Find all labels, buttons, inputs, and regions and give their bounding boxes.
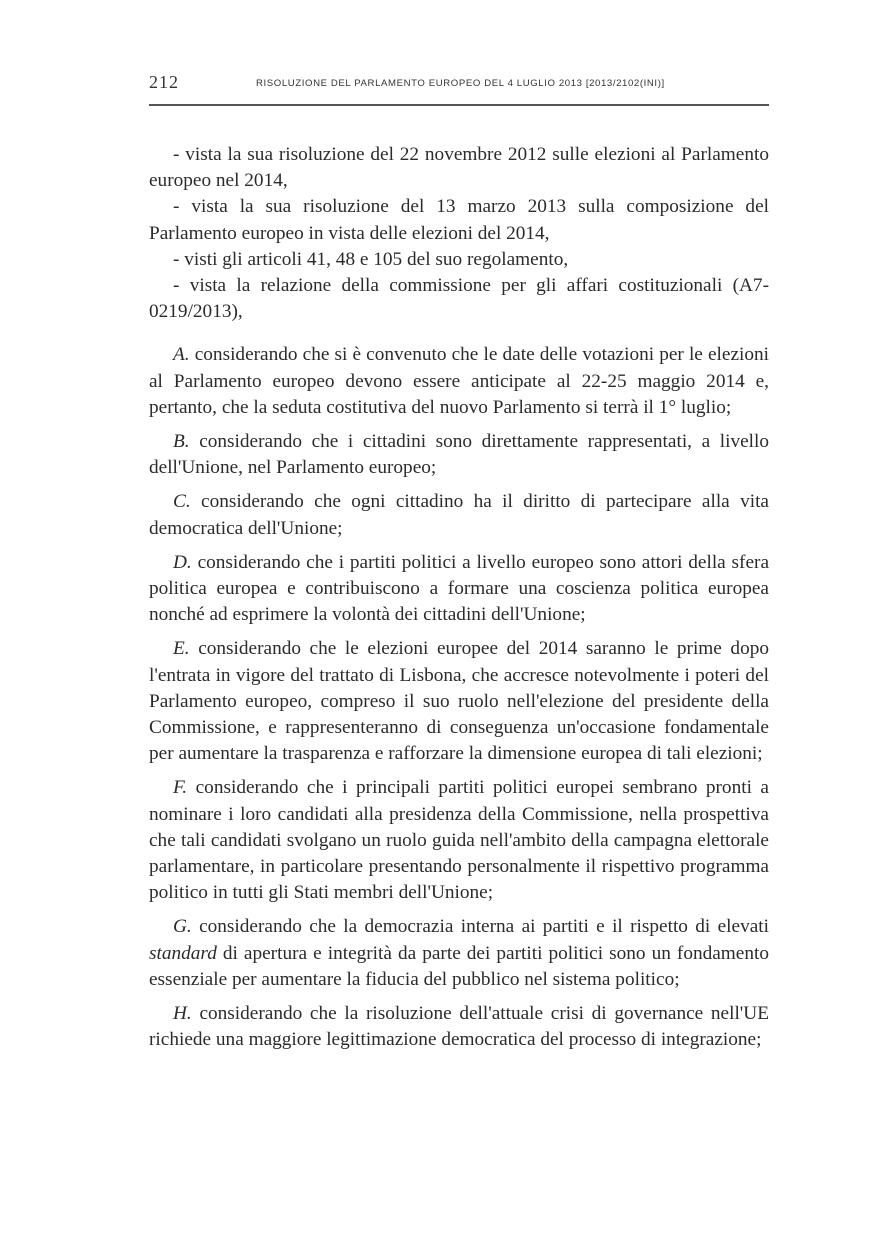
recital-e — [149, 636, 769, 767]
recital-b — [149, 429, 769, 481]
recital-text: considerando che i principali partiti politici europei sembrano pronti a nominare i loro candidati alla presidenza della Commissione, nella prospettiva che tali candidati svolgano un ruolo guida nell'ambito della campagna elettorale parlamentare, in particolare presentando personalmente il rispettivo programma politico in tutti gli Stati membri dell'Unione; — [149, 777, 769, 904]
section-gap — [149, 325, 769, 342]
recital-a — [149, 342, 769, 421]
recital-text: considerando che la risoluzione dell'attuale crisi di governance nell'UE richiede una maggiore legittimazione democratica del processo di integrazione; — [149, 1003, 769, 1051]
recital-text: considerando che le elezioni europee del 2014 saranno le prime dopo l'entrata in vigore del trattato di Lisbona, che accresce notevolmente i poteri del Parlamento europeo, compreso il suo ruolo nell'elezione del presidente della Commissione, e rappresenteranno di conseguenza un'occasione fondamentale per aumentare la trasparenza e rafforzare la dimensione europea di tali elezioni; — [149, 638, 769, 765]
recital-text: considerando che si è convenuto che le date delle votazioni per le elezioni al Parlamento europeo devono essere anticipate al 22-25 maggio 2014 e, pertanto, che la seduta costitutiva del nuovo Parlamento si terrà il 1° luglio; — [149, 344, 769, 418]
recital-f — [149, 775, 769, 906]
recital-letter: C. — [173, 491, 191, 513]
recital-c — [149, 489, 769, 541]
recital-italic-term: standard — [149, 942, 217, 964]
citation: - visti gli articoli 41, 48 e 105 del suo regolamento, — [173, 248, 569, 270]
recital-letter: H. — [173, 1003, 192, 1025]
recital-text: considerando che la democrazia interna ai partiti e il rispetto di elevati — [199, 916, 769, 938]
recital-text: considerando che ogni cittadino ha il diritto di partecipare alla vita democratica dell'Unione; — [149, 491, 769, 539]
recital-letter: F. — [173, 777, 188, 799]
recital-letter: B. — [173, 431, 190, 453]
citation: - vista la sua risoluzione del 13 marzo 2013 sulla composizione del Parlamento europeo in vista delle elezioni del 2014, — [149, 196, 769, 244]
body-text — [149, 142, 769, 1062]
recital-letter: D. — [173, 551, 192, 573]
running-head — [149, 72, 769, 94]
running-title: RISOLUZIONE DEL PARLAMENTO EUROPEO DEL 4 LUGLIO 2013 [2013/2102(INI)] — [256, 78, 665, 89]
recital-g — [149, 914, 769, 993]
citation: - vista la relazione della commissione per gli affari costituzionali (A7-0219/2013), — [149, 275, 769, 323]
recital-text: considerando che i cittadini sono direttamente rappresentati, a livello dell'Unione, nel Parlamento europeo; — [149, 431, 769, 479]
citation: - vista la sua risoluzione del 22 novembre 2012 sulle elezioni al Parlamento europeo nel 2014, — [149, 144, 769, 192]
page-number: 212 — [149, 72, 179, 92]
recital-h — [149, 1001, 769, 1053]
header-rule — [149, 104, 769, 106]
recital-text: di apertura e integrità da parte dei partiti politici sono un fondamento essenziale per aumentare la fiducia del pubblico nel sistema politico; — [149, 942, 769, 990]
recital-letter: G. — [173, 916, 192, 938]
recital-d — [149, 550, 769, 629]
recital-text: considerando che i partiti politici a livello europeo sono attori della sfera politica europea e contribuiscono a formare una coscienza politica europea nonché ad esprimere la volontà dei cittadini dell'Unione; — [149, 551, 769, 626]
recital-letter: A. — [173, 344, 190, 366]
recital-letter: E. — [173, 638, 190, 660]
